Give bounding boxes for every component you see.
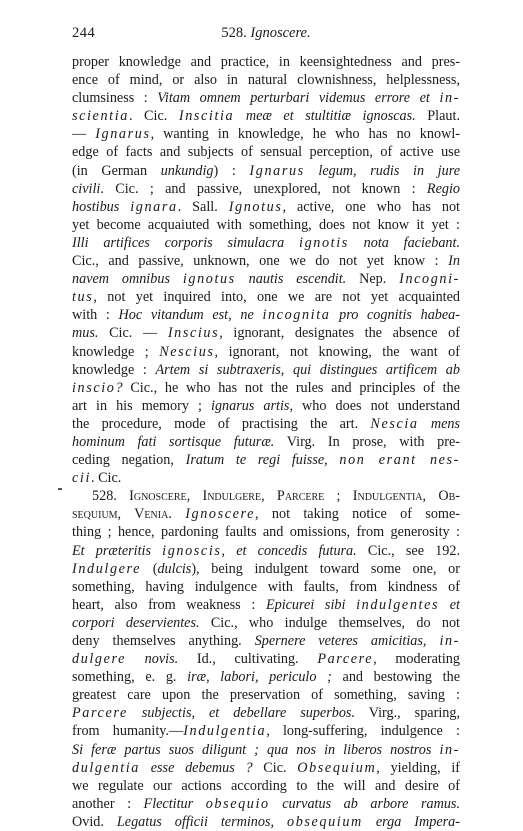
text-span: greatest care upon the preservation of something, saving :: [72, 687, 460, 704]
text-line: [72, 53, 460, 71]
text-span: knowledge :: [72, 361, 156, 378]
text-span-italic: et: [439, 596, 460, 613]
text-span-italic: ignotis: [299, 234, 349, 251]
text-line: [72, 415, 460, 433]
text-span-italic: ignarus artis: [211, 397, 290, 414]
text-span: . Sall.: [177, 198, 229, 215]
text-span: (: [141, 560, 158, 577]
text-line: [72, 143, 460, 161]
text-line: [72, 741, 460, 759]
text-span-italic: mus.: [72, 325, 99, 342]
text-line: [72, 234, 460, 252]
text-span-italic: novis.: [126, 651, 179, 668]
text-span: something, having indulgence with faults, from kindness of: [72, 578, 460, 595]
text-span: with :: [72, 307, 119, 324]
text-span: , who does not understand: [289, 397, 460, 414]
text-span-italic: in-: [439, 741, 460, 758]
text-span: knowledge ;: [72, 343, 160, 360]
text-line: [72, 270, 460, 288]
text-line: [72, 162, 460, 180]
text-span-italic: curvatus ab arbore ramus.: [269, 795, 460, 812]
text-span-italic: Nescia: [370, 415, 419, 432]
text-span-italic: Regio: [426, 180, 460, 197]
text-span: yet become acquaiuted with something, does not know it yet :: [72, 216, 460, 233]
text-span-italic: Nescius: [159, 343, 215, 360]
text-span-italic: navem omnibus: [72, 271, 183, 288]
text-span: edge of facts and subjects of sensual perception, of active use: [72, 144, 460, 161]
text-span-italic: Inscius: [167, 325, 220, 342]
text-span: art in his memory ;: [72, 397, 212, 414]
text-span-italic: esse debemus ?: [140, 759, 253, 776]
text-line: [72, 107, 460, 125]
text-span-italic: Legatus officii terminos,: [116, 813, 288, 830]
text-span: thing ; hence, pardoning faults and omissions, from generosity :: [72, 524, 460, 541]
text-span-italic: dulgere: [72, 651, 127, 668]
text-span: Ovid.: [72, 813, 117, 830]
text-span: , ignorant, designates the absence of: [219, 325, 460, 342]
text-span-italic: hominum fati sortisque futuræ.: [72, 433, 275, 450]
text-line: [72, 578, 460, 596]
text-span-italic: erga Impera-: [362, 813, 460, 830]
text-span-italic: Indulgere: [72, 560, 142, 577]
text-span-italic: in-: [439, 90, 460, 107]
text-line: [72, 125, 460, 143]
text-span-italic: Iratum te regi fuisse,: [185, 452, 340, 469]
text-span-italic: Vitam omnem perturbari videmus errore et: [157, 90, 440, 107]
text-span-italic: dulgentia: [72, 759, 140, 776]
text-span-italic: indulgentes: [356, 596, 440, 613]
text-span-italic: subjectis, et debellare superbos.: [127, 705, 355, 722]
text-span-italic: nautis escendit.: [235, 271, 347, 288]
text-line: [72, 433, 460, 451]
text-span: proper knowledge and practice, in keensightedness and pres-: [72, 54, 460, 70]
text-line: [72, 306, 460, 324]
text-line: [72, 777, 460, 795]
text-span-italic: tus: [72, 289, 94, 306]
text-span-italic: Incogni-: [399, 271, 460, 288]
text-span-italic: inscio: [72, 379, 116, 396]
text-line: [72, 542, 460, 560]
text-span-italic: Ignotus: [228, 198, 283, 215]
text-span-italic: Ignarus: [249, 162, 305, 179]
text-span-smallcaps: sequium, Venia: [72, 506, 169, 523]
text-span-italic: ignoscis: [162, 542, 222, 559]
text-line: [72, 614, 460, 632]
text-span-italic: unkundig: [160, 162, 214, 179]
text-line: [72, 795, 460, 813]
text-span: , long-suffering, indulgence :: [266, 723, 460, 740]
text-span: , not taking notice of some-: [255, 506, 460, 523]
text-span-italic: meæ et stultitiæ ignoscas.: [234, 108, 416, 125]
text-span-italic: dulcis: [157, 560, 192, 577]
text-span-italic: Si feræ partus suos diligunt ; qua nos in liberos nostros: [72, 741, 440, 758]
text-span: . Cic.: [128, 108, 179, 125]
text-span: ceding negation,: [72, 452, 186, 469]
text-span-italic: Ignoscere: [185, 506, 256, 523]
text-span-italic: ignotus: [182, 271, 236, 288]
text-span: .: [168, 506, 186, 523]
text-span-italic: obsequio: [205, 795, 270, 812]
text-span: Cic., he who has not the rules and principles of the: [122, 379, 460, 396]
text-line: [72, 722, 460, 740]
text-span-italic: obsequium: [287, 813, 363, 830]
text-span-italic: in-: [439, 633, 460, 649]
text-span-italic: Hoc vitandum est, ne: [118, 307, 263, 324]
text-span: —: [72, 126, 96, 143]
text-span: the procedure, mode of practising the art.: [72, 415, 371, 432]
text-line: [72, 252, 460, 270]
text-span: Virg., sparing,: [355, 705, 460, 722]
text-line: [72, 704, 460, 722]
running-title: [72, 22, 460, 44]
text-span: Cic. —: [98, 325, 168, 342]
text-span: ) :: [213, 162, 250, 179]
text-span-italic: Ignarus: [95, 126, 151, 143]
text-span-italic: Epicurei sibi: [265, 596, 357, 613]
text-line: [72, 668, 460, 686]
text-span: clumsiness :: [72, 90, 158, 107]
section-title: Ignoscere.: [250, 25, 311, 41]
text-line: [72, 487, 460, 505]
text-line: [72, 324, 460, 342]
text-span-italic: Et præteritis: [72, 542, 163, 559]
text-line: [72, 288, 460, 306]
text-span-italic: Obsequium: [297, 759, 377, 776]
text-line: [72, 469, 460, 487]
text-span: Virg. In prose, with pre-: [274, 433, 460, 450]
text-line: [72, 596, 460, 614]
text-span-italic: Inscitia: [178, 108, 235, 125]
text-line: [72, 686, 460, 704]
text-line: [72, 361, 460, 379]
text-line: [72, 632, 460, 650]
text-span-italic: Artem si subtraxeris, qui distingues artificem ab: [155, 361, 460, 378]
text-line: [72, 198, 460, 216]
text-span: Cic.: [252, 759, 298, 776]
text-span: . Cic. ; and passive, unexplored, not known :: [100, 180, 427, 197]
text-span-italic: Parcere: [72, 705, 128, 722]
text-span: , yielding, if: [376, 759, 460, 776]
text-span: and bestowing the: [331, 669, 460, 686]
text-span: , wanting in knowledge, he who has no knowl-: [150, 126, 460, 143]
text-span: , moderating: [373, 651, 460, 668]
text-span-italic: Indulgentia: [183, 723, 267, 740]
text-span-italic: scientia: [72, 108, 129, 125]
body-text: [72, 53, 460, 831]
text-span: heart, also from weakness :: [72, 596, 266, 613]
text-span-italic: iræ, labori, periculo ;: [187, 669, 332, 686]
text-span: , not yet inquired into, one we are not yet acquainted: [93, 289, 460, 306]
text-span-italic: In: [448, 253, 460, 270]
text-span-italic: Illi artifices corporis simulacra: [72, 234, 300, 251]
text-line: [72, 523, 460, 541]
text-span: ), being indulgent toward some one, or: [191, 560, 460, 577]
text-span: Id., cultivating.: [178, 651, 318, 668]
text-span-italic: ?: [115, 379, 123, 396]
text-span-italic: Spernere veteres amicitias,: [254, 633, 440, 649]
text-span-italic: mens: [418, 415, 460, 432]
section-number: 528.: [221, 25, 247, 41]
text-span-italic: non erant nes-: [339, 452, 460, 469]
running-header: [72, 22, 460, 44]
text-span-italic: , et concedis futura.: [221, 542, 357, 559]
text-span: 528.: [92, 488, 130, 505]
text-span-smallcaps: Ignoscere, Indulgere, Parcere ; Indulgentia, Ob-: [129, 488, 460, 505]
page-number: 244: [72, 25, 96, 41]
text-span: Nep.: [346, 271, 400, 288]
text-line: [72, 180, 460, 198]
text-span-italic: pro cognitis habea-: [330, 307, 460, 324]
text-span: (in German: [72, 162, 161, 179]
text-line: [72, 343, 460, 361]
text-span: we regulate our actions according to the will and desire of: [72, 777, 460, 794]
text-span-italic: ignara: [130, 198, 178, 215]
text-span: ence of mind, or also in natural clownishness, helplessness,: [72, 72, 460, 89]
text-line: [72, 505, 460, 523]
text-span-italic: civili: [72, 180, 101, 197]
text-line: [72, 560, 460, 578]
text-span: another :: [72, 795, 144, 812]
text-span: Cic., and passive, unknown, one we do not yet know :: [72, 253, 449, 270]
text-span-italic: nota faciebant.: [348, 234, 460, 251]
text-line: [72, 71, 460, 89]
margin-mark: [58, 488, 62, 490]
text-span-italic: incognita: [262, 307, 331, 324]
text-span: Cic., see 192.: [356, 542, 460, 559]
text-span: something, e. g.: [72, 669, 188, 686]
text-span-italic: corpori deservientes.: [72, 614, 200, 631]
text-line: [72, 650, 460, 668]
text-span-italic: Parcere: [317, 651, 374, 668]
text-span-italic: legum, rudis in jure: [304, 162, 460, 179]
text-line: [72, 451, 460, 469]
text-span: Plaut.: [415, 108, 460, 125]
text-line: [72, 89, 460, 107]
text-line: [72, 813, 460, 831]
text-span: . Cic.: [90, 470, 122, 487]
text-line: [72, 397, 460, 415]
text-span-italic: Flectitur: [143, 795, 206, 812]
text-span: Cic., who indulge themselves, do not: [199, 614, 460, 631]
text-span: from humanity.—: [72, 723, 184, 740]
text-span: , ignorant, not knowing, the want of: [214, 343, 460, 360]
text-line: [72, 379, 460, 397]
text-span-italic: hostibus: [72, 198, 131, 215]
text-span-italic: cii: [72, 470, 91, 487]
text-line: [72, 216, 460, 234]
text-span: , active, one who has not: [282, 198, 460, 215]
text-span: deny themselves anything.: [72, 633, 255, 649]
